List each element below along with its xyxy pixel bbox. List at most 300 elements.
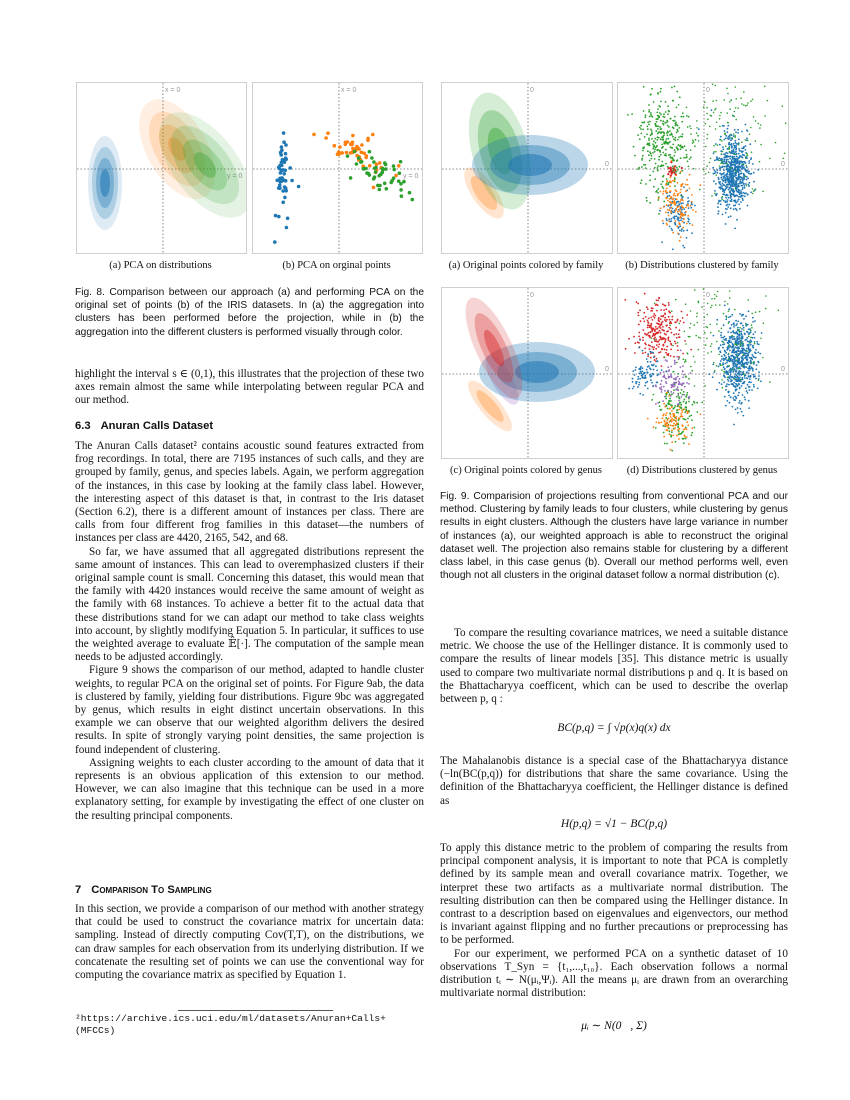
scatter-point bbox=[665, 212, 667, 214]
scatter-point bbox=[674, 382, 676, 384]
scatter-point bbox=[733, 149, 735, 151]
fig9-plot-a bbox=[441, 82, 613, 254]
scatter-point bbox=[692, 140, 694, 142]
scatter-point bbox=[679, 428, 681, 430]
scatter-point bbox=[743, 104, 745, 106]
scatter-point bbox=[400, 194, 404, 198]
scatter-point bbox=[657, 125, 659, 127]
scatter-point bbox=[669, 322, 671, 324]
scatter-point bbox=[640, 371, 642, 373]
scatter-point bbox=[690, 207, 692, 209]
scatter-point bbox=[659, 126, 661, 128]
scatter-point bbox=[678, 417, 680, 419]
scatter-point bbox=[729, 328, 731, 330]
scatter-point bbox=[399, 182, 403, 186]
scatter-point bbox=[663, 345, 665, 347]
scatter-point bbox=[723, 324, 725, 326]
scatter-point bbox=[742, 352, 744, 354]
scatter-point bbox=[740, 179, 742, 181]
scatter-point bbox=[731, 147, 733, 149]
paragraph: The Mahalanobis distance is a special case of the Bhattacharyya distance (−ln(BC(p,q)) for distributions that share the same covariance. Using the definition of the Bhattacharyya coefficient, the Hellinger distance is defined as bbox=[440, 755, 788, 807]
scatter-point bbox=[734, 376, 736, 378]
scatter-point bbox=[666, 412, 668, 414]
scatter-point bbox=[662, 315, 664, 317]
scatter-point bbox=[667, 366, 669, 368]
scatter-point bbox=[654, 151, 656, 153]
scatter-point bbox=[671, 429, 673, 431]
paragraph: Figure 9 shows the comparison of our method, adapted to handle cluster weights, to regular PCA on the original set of points. For Figure 9ab, the data is clustered by family, yielding four distributions. Figure 9bc was aggregated by genus, which results in eight distinct uncertain observations. In this example we can observe that our weighted algorithm delivers the desired results. In spite of strongly varying point densities, the same projection is found independent of clustering. bbox=[75, 664, 424, 756]
scatter-point bbox=[642, 394, 644, 396]
scatter-point bbox=[723, 184, 725, 186]
scatter-point bbox=[723, 139, 725, 141]
scatter-point bbox=[670, 328, 672, 330]
scatter-point bbox=[751, 354, 753, 356]
scatter-point bbox=[661, 329, 663, 331]
scatter-point bbox=[674, 151, 676, 153]
scatter-point bbox=[682, 438, 684, 440]
scatter-point bbox=[674, 204, 676, 206]
scatter-point bbox=[674, 428, 676, 430]
scatter-point bbox=[764, 86, 766, 88]
scatter-point bbox=[691, 434, 693, 436]
scatter-point bbox=[658, 159, 660, 161]
scatter-point bbox=[757, 169, 759, 171]
scatter-point bbox=[726, 176, 728, 178]
scatter-point bbox=[747, 193, 749, 195]
scatter-point bbox=[735, 184, 737, 186]
scatter-point bbox=[657, 304, 659, 306]
scatter-point bbox=[669, 156, 671, 158]
scatter-point bbox=[651, 338, 653, 340]
scatter-point bbox=[664, 349, 666, 351]
scatter-point bbox=[716, 157, 718, 159]
scatter-point bbox=[726, 88, 728, 90]
scatter-point bbox=[733, 370, 735, 372]
scatter-point bbox=[652, 148, 654, 150]
scatter-point bbox=[733, 424, 735, 426]
equation-bc: BC(p,q) = ∫ √p(x)q(x) dx bbox=[557, 722, 671, 734]
scatter-point bbox=[686, 115, 688, 117]
scatter-point bbox=[643, 86, 645, 88]
scatter-point bbox=[673, 425, 675, 427]
scatter-point bbox=[666, 349, 668, 351]
scatter-point bbox=[284, 169, 288, 173]
scatter-point bbox=[667, 105, 669, 107]
scatter-point bbox=[737, 200, 739, 202]
scatter-point bbox=[689, 174, 691, 176]
scatter-point bbox=[668, 138, 670, 140]
scatter-point bbox=[642, 155, 644, 157]
scatter-point bbox=[678, 193, 680, 195]
scatter-point bbox=[682, 394, 684, 396]
scatter-point bbox=[747, 392, 749, 394]
scatter-point bbox=[738, 139, 740, 141]
scatter-point bbox=[658, 197, 660, 199]
scatter-point bbox=[657, 402, 659, 404]
scatter-point bbox=[744, 357, 746, 359]
scatter-point bbox=[724, 355, 726, 357]
scatter-point bbox=[721, 369, 723, 371]
scatter-point bbox=[696, 120, 698, 122]
scatter-point bbox=[686, 154, 688, 156]
scatter-point bbox=[735, 200, 737, 202]
scatter-point bbox=[677, 139, 679, 141]
scatter-point bbox=[684, 435, 686, 437]
scatter-point bbox=[690, 133, 692, 135]
scatter-point bbox=[640, 133, 642, 135]
equation-hellinger: H(p,q) = √1 − BC(p,q) bbox=[560, 818, 668, 830]
scatter-point bbox=[744, 339, 746, 341]
scatter-point bbox=[742, 189, 744, 191]
scatter-point bbox=[719, 115, 721, 117]
scatter-point bbox=[707, 303, 709, 305]
scatter-point bbox=[727, 204, 729, 206]
scatter-point bbox=[649, 335, 651, 337]
scatter-point bbox=[733, 143, 735, 145]
scatter-point bbox=[635, 367, 637, 369]
scatter-point bbox=[662, 415, 664, 417]
scatter-point bbox=[744, 367, 746, 369]
scatter-point bbox=[740, 341, 742, 343]
scatter-point bbox=[683, 222, 685, 224]
scatter-point bbox=[738, 402, 740, 404]
scatter-point bbox=[669, 430, 671, 432]
scatter-point bbox=[733, 392, 735, 394]
scatter-point bbox=[720, 344, 722, 346]
scatter-point bbox=[738, 148, 740, 150]
scatter-point bbox=[656, 139, 658, 141]
scatter-point bbox=[719, 144, 721, 146]
scatter-point bbox=[726, 208, 728, 210]
scatter-point bbox=[663, 113, 665, 115]
scatter-point bbox=[713, 173, 715, 175]
scatter-point bbox=[670, 344, 672, 346]
scatter-point bbox=[663, 191, 665, 193]
scatter-point bbox=[725, 182, 727, 184]
scatter-point bbox=[344, 141, 348, 145]
scatter-point bbox=[732, 181, 734, 183]
scatter-point bbox=[656, 382, 658, 384]
scatter-point bbox=[759, 353, 761, 355]
fig9-subcaption-a: (a) Original points colored by family bbox=[448, 260, 604, 271]
scatter-point bbox=[736, 339, 738, 341]
scatter-point bbox=[672, 232, 674, 234]
scatter-point bbox=[638, 384, 640, 386]
scatter-point bbox=[714, 160, 716, 162]
scatter-point bbox=[729, 108, 731, 110]
scatter-point bbox=[738, 153, 740, 155]
scatter-point bbox=[641, 166, 643, 168]
scatter-point bbox=[660, 318, 662, 320]
scatter-point bbox=[736, 156, 738, 158]
scatter-point bbox=[279, 153, 283, 157]
scatter-point bbox=[723, 342, 725, 344]
scatter-point bbox=[742, 415, 744, 417]
scatter-point bbox=[735, 142, 737, 144]
scatter-point bbox=[754, 343, 756, 345]
scatter-point bbox=[743, 373, 745, 375]
scatter-point bbox=[711, 351, 713, 353]
scatter-point bbox=[355, 162, 359, 166]
scatter-point bbox=[741, 402, 743, 404]
scatter-point bbox=[665, 352, 667, 354]
scatter-point bbox=[748, 400, 750, 402]
scatter-point bbox=[666, 224, 668, 226]
scatter-point bbox=[646, 197, 648, 199]
scatter-point bbox=[670, 168, 672, 170]
scatter-point bbox=[660, 132, 662, 134]
scatter-point bbox=[674, 405, 676, 407]
scatter-point bbox=[672, 316, 674, 318]
scatter-point bbox=[374, 166, 378, 170]
scatter-point bbox=[725, 145, 727, 147]
scatter-point bbox=[680, 404, 682, 406]
scatter-point bbox=[750, 357, 752, 359]
scatter-point bbox=[739, 150, 741, 152]
scatter-point bbox=[722, 151, 724, 153]
scatter-point bbox=[668, 310, 670, 312]
scatter-point bbox=[737, 377, 739, 379]
scatter-point bbox=[664, 317, 666, 319]
scatter-point bbox=[663, 330, 665, 332]
scatter-point bbox=[745, 324, 747, 326]
scatter-point bbox=[657, 192, 659, 194]
scatter-point bbox=[670, 355, 672, 357]
scatter-point bbox=[640, 125, 642, 127]
scatter-point bbox=[654, 138, 656, 140]
scatter-point bbox=[682, 202, 684, 204]
scatter-point bbox=[662, 220, 664, 222]
scatter-point bbox=[746, 377, 748, 379]
scatter-point bbox=[711, 109, 713, 111]
scatter-point bbox=[658, 352, 660, 354]
scatter-point bbox=[705, 146, 707, 148]
scatter-point bbox=[664, 116, 666, 118]
scatter-point bbox=[662, 223, 664, 225]
scatter-point bbox=[734, 135, 736, 137]
scatter-point bbox=[750, 339, 752, 341]
scatter-point bbox=[664, 396, 666, 398]
scatter-point bbox=[684, 399, 686, 401]
scatter-point bbox=[712, 84, 714, 86]
scatter-point bbox=[735, 158, 737, 160]
scatter-point bbox=[741, 411, 743, 413]
scatter-point bbox=[662, 193, 664, 195]
scatter-point bbox=[728, 138, 730, 140]
scatter-point bbox=[723, 99, 725, 101]
scatter-point bbox=[353, 150, 357, 154]
scatter-point bbox=[740, 161, 742, 163]
scatter-point bbox=[748, 160, 750, 162]
scatter-point bbox=[628, 388, 630, 390]
scatter-point bbox=[647, 418, 649, 420]
scatter-point bbox=[690, 149, 692, 151]
scatter-point bbox=[674, 86, 676, 88]
scatter-point bbox=[735, 107, 737, 109]
scatter-point bbox=[667, 390, 669, 392]
footnote-rule bbox=[178, 1010, 333, 1011]
scatter-point bbox=[685, 190, 687, 192]
scatter-point bbox=[663, 124, 665, 126]
scatter-point bbox=[678, 358, 680, 360]
scatter-point bbox=[715, 304, 717, 306]
scatter-point bbox=[634, 352, 636, 354]
scatter-point bbox=[278, 183, 282, 187]
scatter-point bbox=[682, 365, 684, 367]
scatter-point bbox=[673, 334, 675, 336]
scatter-point bbox=[729, 147, 731, 149]
fig8-plot-a bbox=[76, 82, 247, 254]
scatter-point bbox=[730, 175, 732, 177]
scatter-point bbox=[757, 352, 759, 354]
scatter-point bbox=[730, 181, 732, 183]
scatter-point bbox=[722, 148, 724, 150]
scatter-point bbox=[735, 131, 737, 133]
scatter-point bbox=[658, 373, 660, 375]
scatter-point bbox=[745, 165, 747, 167]
scatter-point bbox=[661, 139, 663, 141]
scatter-point bbox=[736, 388, 738, 390]
scatter-point bbox=[660, 128, 662, 130]
scatter-point bbox=[685, 184, 687, 186]
scatter-point bbox=[658, 343, 660, 345]
scatter-point bbox=[728, 365, 730, 367]
scatter-point bbox=[739, 193, 741, 195]
scatter-point bbox=[282, 131, 286, 135]
scatter-point bbox=[718, 157, 720, 159]
scatter-point bbox=[711, 195, 713, 197]
scatter-point bbox=[645, 316, 647, 318]
scatter-point bbox=[663, 371, 665, 373]
scatter-point bbox=[714, 298, 716, 300]
scatter-point bbox=[747, 140, 749, 142]
scatter-point bbox=[679, 406, 681, 408]
scatter-point bbox=[671, 410, 673, 412]
scatter-point bbox=[744, 352, 746, 354]
scatter-point bbox=[273, 240, 277, 244]
scatter-point bbox=[642, 329, 644, 331]
scatter-point bbox=[683, 116, 685, 118]
scatter-point bbox=[669, 340, 671, 342]
scatter-point bbox=[673, 378, 675, 380]
section-number: 7 bbox=[75, 884, 82, 896]
scatter-point bbox=[693, 324, 695, 326]
scatter-point bbox=[670, 196, 672, 198]
scatter-point bbox=[691, 370, 693, 372]
scatter-point bbox=[733, 366, 735, 368]
scatter-point bbox=[666, 218, 668, 220]
scatter-point bbox=[656, 328, 658, 330]
scatter-point bbox=[697, 322, 699, 324]
scatter-point bbox=[681, 146, 683, 148]
scatter-point bbox=[717, 291, 719, 293]
scatter-point bbox=[724, 163, 726, 165]
scatter-point bbox=[738, 368, 740, 370]
axis-zero-label: 0 bbox=[781, 161, 785, 168]
scatter-point bbox=[775, 142, 777, 144]
scatter-point bbox=[678, 333, 680, 335]
scatter-point bbox=[655, 326, 657, 328]
scatter-point bbox=[679, 225, 681, 227]
scatter-point bbox=[731, 200, 733, 202]
scatter-point bbox=[392, 164, 396, 168]
scatter-point bbox=[729, 204, 731, 206]
scatter-point bbox=[682, 200, 684, 202]
scatter-point bbox=[716, 172, 718, 174]
scatter-point bbox=[376, 184, 380, 188]
scatter-point bbox=[653, 394, 655, 396]
x-zero-label: x = 0 bbox=[165, 87, 181, 94]
fig9-plot-b bbox=[617, 82, 789, 254]
scatter-point bbox=[683, 401, 685, 403]
left-column-body bbox=[75, 440, 424, 823]
scatter-point bbox=[662, 417, 664, 419]
scatter-point bbox=[644, 136, 646, 138]
scatter-point bbox=[736, 374, 738, 376]
scatter-point bbox=[726, 112, 728, 114]
scatter-point bbox=[683, 394, 685, 396]
scatter-point bbox=[668, 195, 670, 197]
scatter-point bbox=[713, 180, 715, 182]
scatter-point bbox=[769, 158, 771, 160]
scatter-point bbox=[714, 193, 716, 195]
scatter-point bbox=[733, 179, 735, 181]
scatter-point bbox=[752, 317, 754, 319]
scatter-point bbox=[721, 383, 723, 385]
scatter-point bbox=[742, 377, 744, 379]
scatter-point bbox=[728, 197, 730, 199]
scatter-point bbox=[681, 411, 683, 413]
fig8-subcaption-a: (a) PCA on distributions bbox=[109, 260, 212, 271]
scatter-point bbox=[663, 187, 665, 189]
scatter-point bbox=[690, 205, 692, 207]
scatter-point bbox=[628, 338, 630, 340]
scatter-point bbox=[721, 358, 723, 360]
scatter-point bbox=[759, 127, 761, 129]
scatter-point bbox=[654, 339, 656, 341]
scatter-point bbox=[755, 188, 757, 190]
footnote: ²https://archive.ics.uci.edu/ml/datasets/Anuran+Calls+(MFCCs) bbox=[75, 1013, 386, 1036]
scatter-point bbox=[712, 376, 714, 378]
scatter-point bbox=[682, 213, 684, 215]
scatter-point bbox=[753, 374, 755, 376]
axis-zero-label: 0 bbox=[530, 87, 534, 94]
scatter-point bbox=[734, 154, 736, 156]
scatter-point bbox=[736, 209, 738, 211]
scatter-point bbox=[749, 143, 751, 145]
scatter-point bbox=[668, 353, 670, 355]
fig9-caption: Fig. 9. Comparision of projections resulting from conventional PCA and our method. Clustering by family leads to four clusters, while clustering by genus results in eight clusters. Although the clusters have large variance in number of instances (a), our weighted approach is able to reconstruct the original dataset well. The projection also remains stable for clustering by a different class label, in this case genus (b). Overall our method performs well, even though not all clusters in the original dataset follow a normal distribution (c). bbox=[440, 491, 788, 582]
scatter-point bbox=[736, 190, 738, 192]
scatter-point bbox=[666, 178, 668, 180]
scatter-point bbox=[649, 202, 651, 204]
scatter-point bbox=[670, 175, 672, 177]
scatter-point bbox=[736, 153, 738, 155]
scatter-point bbox=[725, 212, 727, 214]
scatter-point bbox=[667, 408, 669, 410]
scatter-point bbox=[721, 177, 723, 179]
scatter-point bbox=[729, 369, 731, 371]
scatter-point bbox=[666, 331, 668, 333]
scatter-point bbox=[664, 338, 666, 340]
scatter-point bbox=[643, 321, 645, 323]
scatter-point bbox=[734, 195, 736, 197]
scatter-point bbox=[729, 151, 731, 153]
scatter-point bbox=[721, 185, 723, 187]
scatter-point bbox=[687, 221, 689, 223]
scatter-point bbox=[357, 156, 361, 160]
scatter-point bbox=[724, 368, 726, 370]
